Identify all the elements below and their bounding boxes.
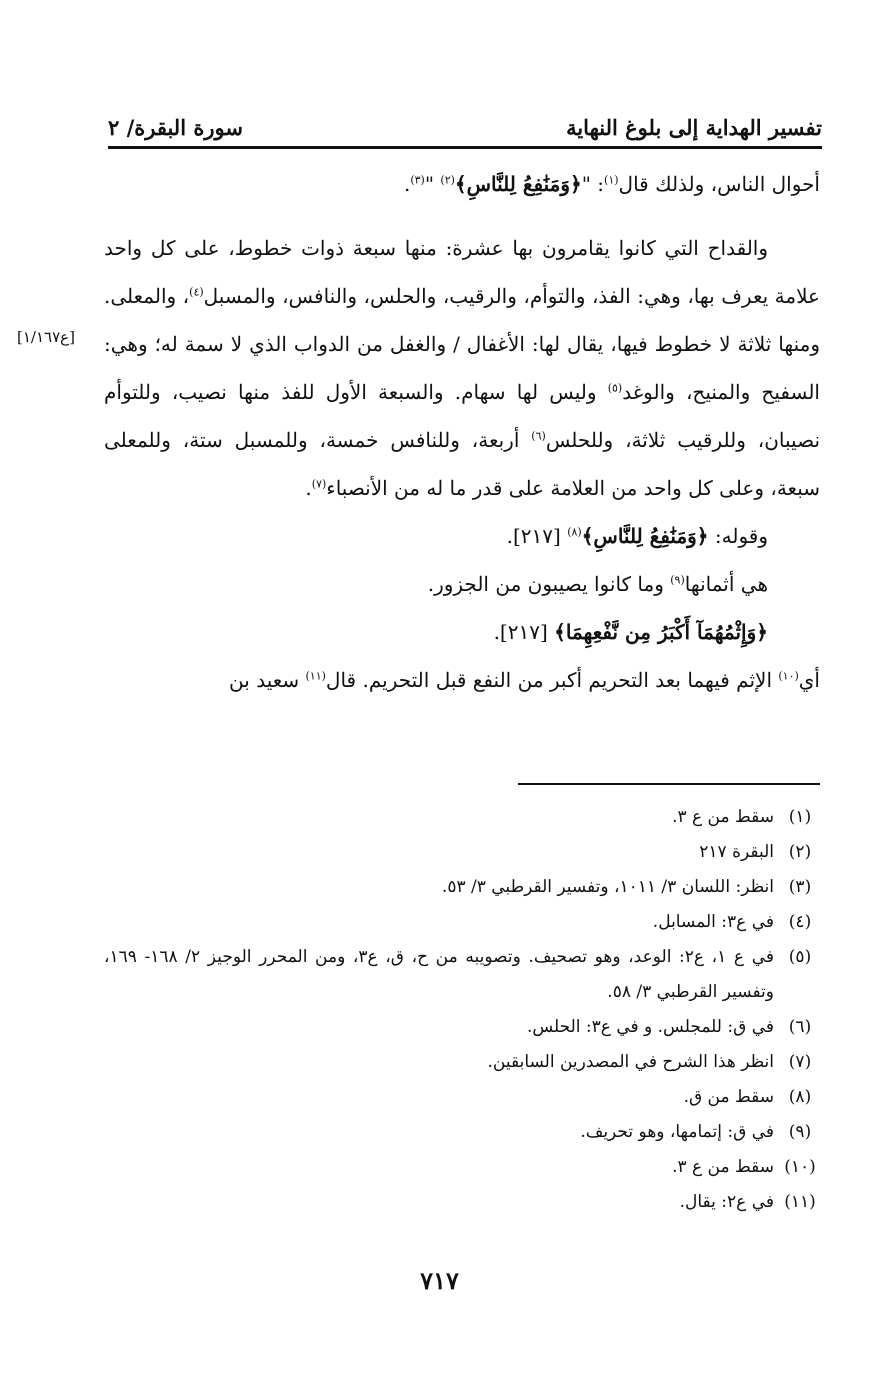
- footnote-item: [104, 1150, 826, 1185]
- footnote-text: في ق: إتمامها، وهو تحريف.: [580, 1122, 774, 1142]
- paragraph-4: [104, 560, 820, 608]
- footnote-item: [104, 905, 826, 940]
- text-run: سعيد بن: [229, 668, 306, 692]
- text-run: هي أثمانها: [684, 572, 768, 596]
- footnote-ref: (٣): [410, 173, 425, 187]
- paragraph-5: [104, 608, 820, 656]
- footnote-item: [104, 1080, 826, 1115]
- footnote-text: سقط من ق.: [683, 1087, 774, 1107]
- footnote-item: [104, 870, 826, 905]
- footnote-text: سقط من ع ٣.: [672, 1157, 774, 1177]
- footnote-item: [104, 1115, 826, 1150]
- footnote-item: [104, 1010, 826, 1045]
- footnote-text: انظر: اللسان ٣/ ١٠١١، وتفسير القرطبي ٣/ ٥٣.: [441, 877, 774, 897]
- footnote-ref: (١٠): [778, 669, 799, 683]
- surah-label: سورة البقرة/ ٢: [108, 115, 243, 140]
- footnote-number: (١٠): [784, 1157, 816, 1177]
- text-run: : ": [581, 172, 605, 196]
- footnote-item: [104, 940, 826, 1010]
- footnote-ref: (٤): [189, 285, 204, 299]
- footnote-item: [104, 835, 826, 870]
- footnote-number: (٩): [788, 1122, 812, 1142]
- footnote-number: (٥): [788, 947, 812, 967]
- footnote-item: [104, 800, 826, 835]
- text-run: الإثم فيهما بعد التحريم أكبر من النفع قبل التحريم. قال: [325, 668, 779, 692]
- footnote-ref: (١١): [305, 669, 326, 683]
- paragraph-1: [104, 160, 820, 208]
- footnote-number: (١١): [784, 1192, 816, 1212]
- paragraph-6: [104, 656, 820, 704]
- footnote-ref: (٦): [531, 429, 546, 443]
- footnote-divider: [518, 783, 820, 785]
- text-run: ": [424, 172, 441, 196]
- paragraph-gap: [104, 208, 820, 224]
- footnote-item: [104, 1185, 826, 1220]
- text-run: أحوال الناس، ولذلك قال: [618, 172, 820, 196]
- page-header: [108, 100, 822, 140]
- book-title: تفسير الهداية إلى بلوغ النهاية: [566, 115, 822, 140]
- text-run: أربعة، وللنافس خمسة، وللمسبل ستة، وللمعلى سبعة، وعلى كل واحد من العلامة على قدر ما له من الأنصباء: [104, 428, 820, 500]
- page-number: ٧١٧: [420, 1266, 459, 1295]
- footnote-ref: (٥): [607, 381, 623, 395]
- text-run: ، والمعلى. ومنها ثلاثة لا خطوط فيها، يقال لها: الأغفال / والغفل من الدواب الذي لا سمة له؛ وهي: السفيح والمنيح، والوغد: [104, 284, 820, 404]
- footnote-number: (٦): [788, 1017, 812, 1037]
- footnote-number: (٨): [788, 1087, 812, 1107]
- footnote-ref: (٨): [567, 525, 582, 539]
- footnote-number: (٧): [788, 1052, 812, 1072]
- text-run: والقداح التي كانوا يقامرون بها عشرة: منها سبعة ذوات خطوط، على كل واحد علامة يعرف بها، وهي: الفذ، والتوأم، والرقيب، والحلس، والنافس، والمسبل: [104, 236, 820, 308]
- paragraph-2: [104, 224, 820, 512]
- text-run: وليس لها سهام. والسبعة الأول للفذ منها نصيب، وللتوأم نصيبان، وللرقيب ثلاثة، وللحلس: [104, 380, 821, 452]
- text-run: .: [403, 172, 411, 196]
- manuscript-folio-marker: [ع١/١٦٧]: [17, 328, 75, 346]
- footnote-number: (٤): [788, 912, 812, 932]
- text-run: .: [305, 476, 312, 500]
- footnote-ref: (٧): [311, 477, 327, 491]
- verse-reference: [٢١٧].: [493, 620, 555, 644]
- footnotes: [104, 800, 826, 1220]
- text-run: وما كانوا يصيبون من الجزور.: [427, 572, 671, 596]
- quran-verse: ﴿وَمَنَٰفِعُ لِلنَّاسِ﴾: [454, 172, 582, 196]
- footnote-text: في ع٣: المسابل.: [652, 912, 774, 932]
- footnote-ref: (١): [604, 173, 619, 187]
- header-divider: [108, 146, 822, 149]
- verse-reference: [٢١٧].: [506, 524, 568, 548]
- footnote-text: في ق: للمجلس. و في ع٣: الحلس.: [526, 1017, 774, 1037]
- footnote-text: سقط من ع ٣.: [672, 807, 774, 827]
- quran-verse: ﴿وَإِثْمُهُمَآ أَكْبَرُ مِن نَّفْعِهِمَا﴾: [554, 620, 768, 644]
- quran-verse: ﴿وَمَنَٰفِعُ لِلنَّاسِ﴾: [581, 524, 709, 548]
- footnote-ref: (٩): [670, 573, 685, 587]
- footnote-text: في ع ١، ع٢: الوعد، وهو تصحيف. وتصويبه من ح، ق، ع٣، ومن المحرر الوجيز ٢/ ١٦٨- ١٦٩، وتفسير القرطبي ٣/ ٥٨.: [104, 947, 774, 1002]
- footnote-item: [104, 1045, 826, 1080]
- footnote-ref: (٢): [440, 173, 455, 187]
- footnote-text: البقرة ٢١٧: [699, 842, 774, 862]
- footnote-number: (٢): [788, 842, 812, 862]
- footnote-number: (١): [788, 807, 812, 827]
- footnote-number: (٣): [788, 877, 812, 897]
- footnote-text: انظر هذا الشرح في المصدرين السابقين.: [487, 1052, 774, 1072]
- main-text: [104, 160, 820, 704]
- paragraph-3: [104, 512, 820, 560]
- text-run: وقوله:: [708, 524, 768, 548]
- text-run: أي: [798, 668, 820, 692]
- footnote-text: في ع٢: يقال.: [679, 1192, 774, 1212]
